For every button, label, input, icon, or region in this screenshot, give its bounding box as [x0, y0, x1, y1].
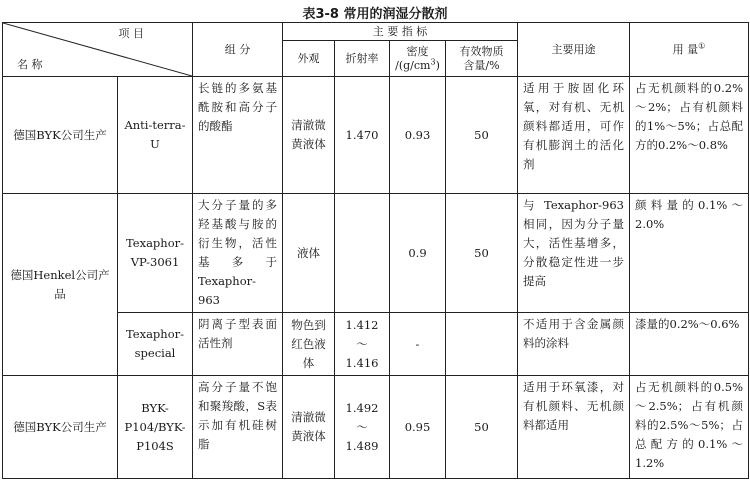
header-density-c: ) [435, 58, 440, 72]
maker-cell: 德国BYK公司生产 [3, 376, 118, 479]
density-cell: - [390, 313, 446, 376]
header-main-index: 主 要 指 标 [283, 23, 518, 41]
maker-cell: 德国BYK公司生产 [3, 77, 118, 194]
table-title: 表3-8 常用的润湿分散剂 [302, 7, 448, 22]
product-name-cell: Texaphor-VP-3061 [118, 194, 193, 313]
header-item-label: 项 目 [118, 27, 144, 40]
product-name-cell: BYK-P104/BYK-P104S [118, 376, 193, 479]
appearance-cell: 物色到红色液体 [283, 313, 335, 376]
header-use: 主要用途 [518, 23, 630, 77]
refractive-cell: 1.412～1.416 [335, 313, 390, 376]
composition-cell: 阴离子型表面活性剂 [193, 313, 283, 376]
appearance-cell: 液体 [283, 194, 335, 313]
product-name-cell: Texaphor-special [118, 313, 193, 376]
header-solid-b: 含量/% [463, 58, 500, 72]
dispersant-table [2, 22, 749, 479]
header-density [390, 41, 446, 77]
header-composition: 组 分 [193, 23, 283, 77]
density-cell: 0.9 [390, 194, 446, 313]
solid-cell: 50 [446, 194, 518, 313]
solid-cell: 50 [446, 376, 518, 479]
dosage-cell: 颜料量的0.1%～2.0% [630, 194, 749, 313]
composition-cell: 高分子量不饱和聚羧酸，S表示加有机硅树脂 [193, 376, 283, 479]
refractive-cell: 1.470 [335, 77, 390, 194]
density-cell: 0.93 [390, 77, 446, 194]
header-appearance: 外观 [283, 41, 335, 77]
use-cell: 适用于环氧漆，对有机颜料、无机颜料都适用 [518, 376, 630, 479]
dosage-cell: 占无机颜料的0.5%～2.5%；占有机颜料的2.5%～5%；占总配方的0.1%～1.2% [630, 376, 749, 479]
density-cell: 0.95 [390, 376, 446, 479]
use-cell: 适用于胺固化环氧，对有机、无机颜料都适用，可作有机膨润土的活化剂 [518, 77, 630, 194]
appearance-cell: 清澈微黄液体 [283, 376, 335, 479]
dosage-cell: 占无机颜料的0.2%～2%；占有机颜料的1%～5%；占总配方的0.2%～0.8% [630, 77, 749, 194]
table-row [3, 77, 749, 194]
header-refractive: 折射率 [335, 41, 390, 77]
dosage-cell: 漆量的0.2%～0.6% [630, 313, 749, 376]
refractive-cell: 1.492～1.489 [335, 376, 390, 479]
composition-cell: 长链的多氨基酰胺和高分子的酸酯 [193, 77, 283, 194]
header-solid [446, 41, 518, 77]
refractive-cell [335, 194, 390, 313]
diagonal-header-cell [3, 23, 193, 77]
header-name-label: 名 称 [17, 58, 43, 71]
use-cell: 不适用于含金属颜料的涂料 [518, 313, 630, 376]
header-density-a: 密度 [406, 44, 429, 58]
header-solid-a: 有效物质 [459, 44, 504, 58]
table-row [3, 376, 749, 479]
header-dosage [630, 23, 749, 77]
solid-cell: 50 [446, 77, 518, 194]
composition-cell: 大分子量的多羟基酸与胺的衍生物，活性基多于Texaphor-963 [193, 194, 283, 313]
header-density-b: /(g/cm [395, 58, 431, 72]
table-row [3, 194, 749, 313]
header-dosage-label: 用 量 [672, 42, 699, 56]
solid-cell [446, 313, 518, 376]
maker-cell: 德国Henkel公司产品 [3, 194, 118, 376]
product-name-cell: Anti-terra-U [118, 77, 193, 194]
header-density-sup: 3 [430, 56, 436, 66]
header-dosage-note: ① [698, 40, 706, 50]
use-cell: 与Texaphor-963相同，因为分子量大，活性基增多，分散稳定性进一步提高 [518, 194, 630, 313]
appearance-cell: 清澈微黄液体 [283, 77, 335, 194]
